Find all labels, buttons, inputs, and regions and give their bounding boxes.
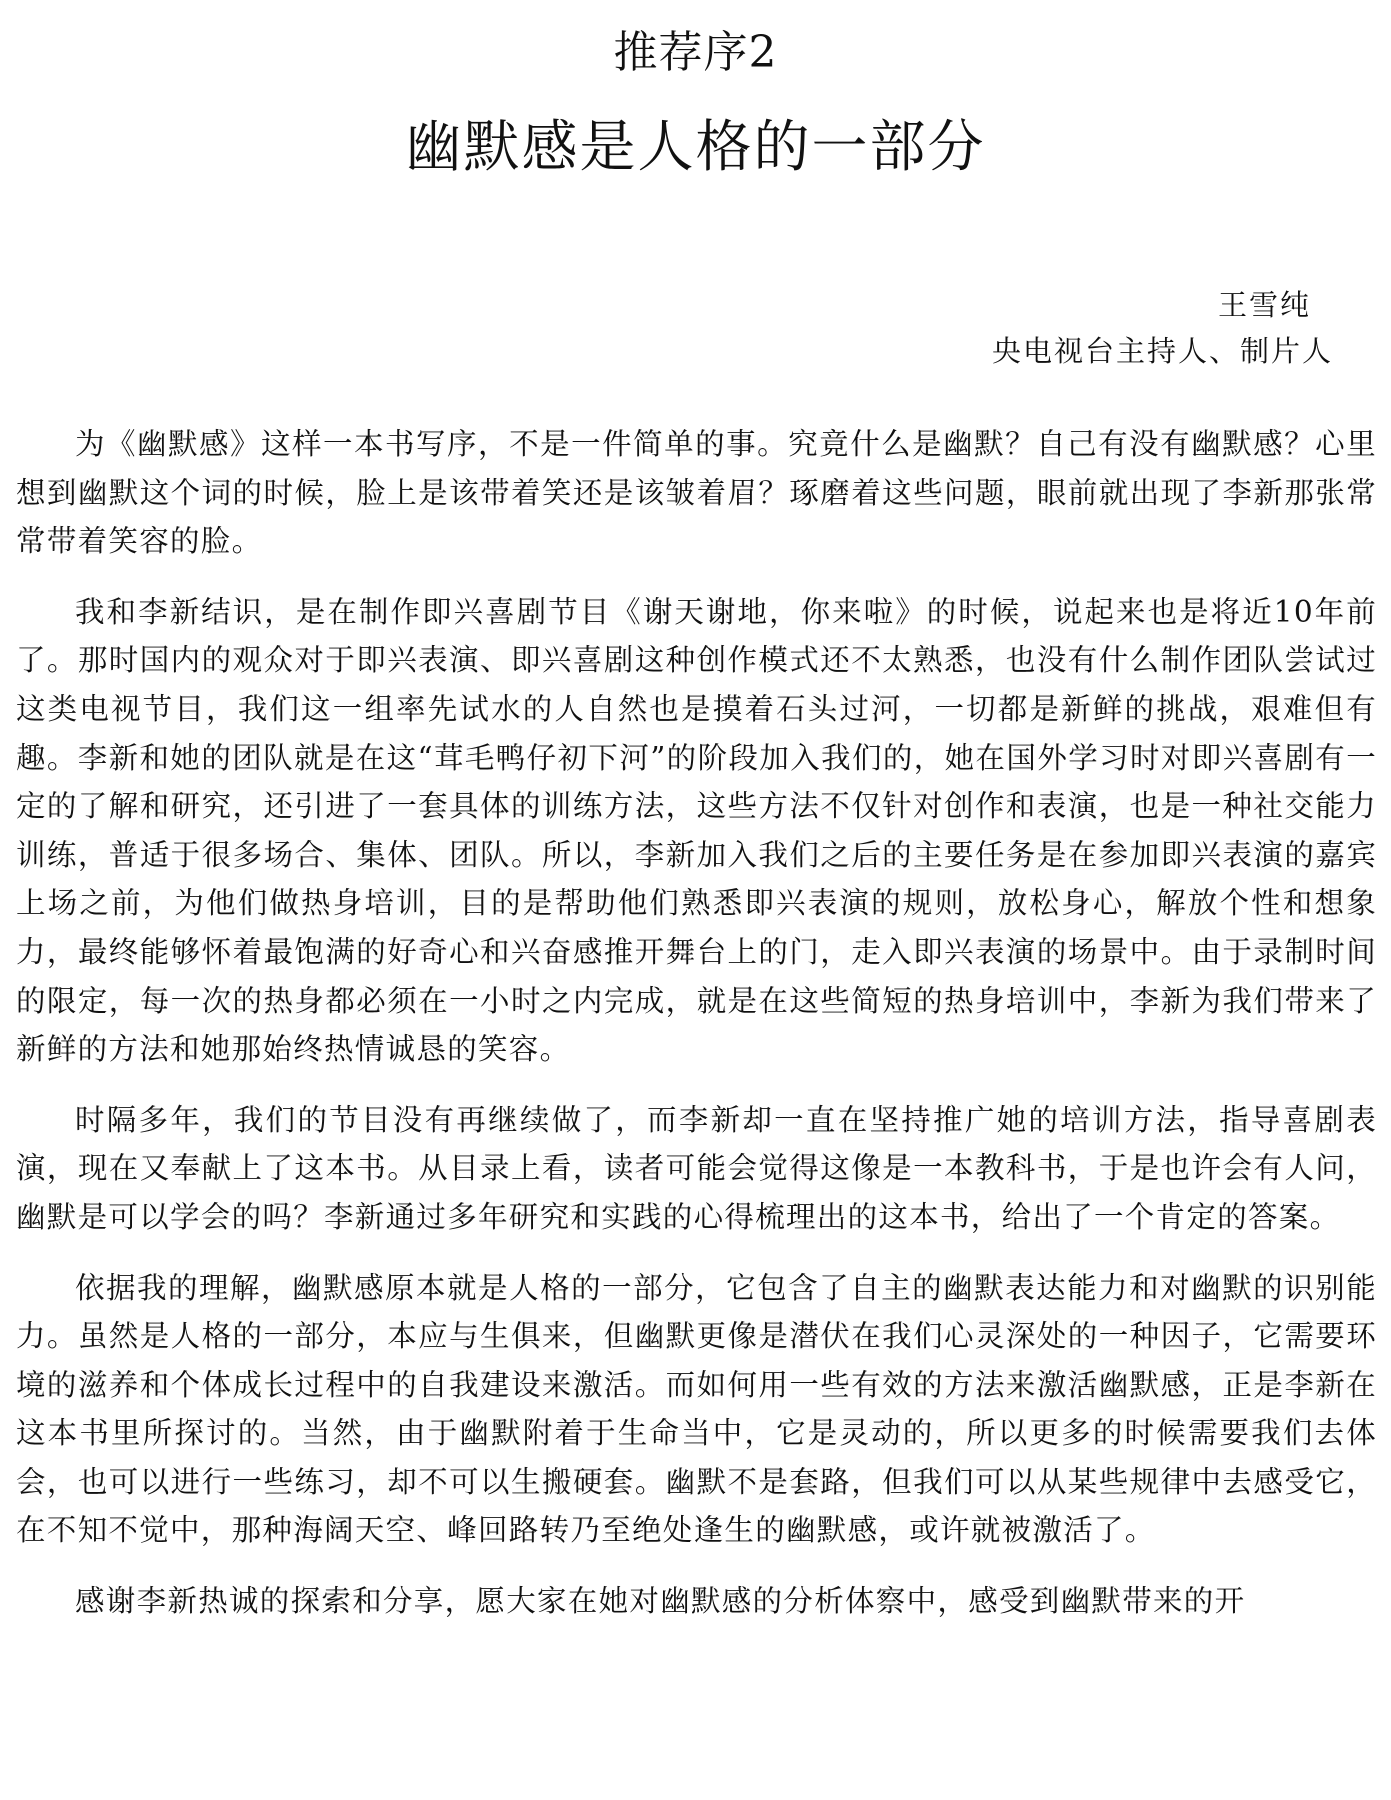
paragraph-3: 时隔多年，我们的节目没有再继续做了，而李新却一直在坚持推广她的培训方法，指导喜剧表演，现在又奉献上了这本书。从目录上看，读者可能会觉得这像是一本教科书，于是也许会有人问，幽默是可以学会的吗？李新通过多年研究和实践的心得梳理出的这本书，给出了一个肯定的答案。: [16, 1102, 1377, 1234]
paragraph-1: 为《幽默感》这样一本书写序，不是一件简单的事。究竟什么是幽默？自己有没有幽默感？心里想到幽默这个词的时候，脸上是该带着笑还是该皱着眉？琢磨着这些问题，眼前就出现了李新那张常常带着笑容的脸。: [16, 427, 1377, 559]
author-name: 王雪纯: [1217, 288, 1311, 322]
paragraph-4: 依据我的理解，幽默感原本就是人格的一部分，它包含了自主的幽默表达能力和对幽默的识别能力。虽然是人格的一部分，本应与生俱来，但幽默更像是潜伏在我们心灵深处的一种因子，它需要环境的滋养和个体成长过程中的自我建设来激活。而如何用一些有效的方法来激活幽默感，正是李新在这本书里所探讨的。当然，由于幽默附着于生命当中，它是灵动的，所以更多的时候需要我们去体会，也可以进行一些练习，却不可以生搬硬套。幽默不是套路，但我们可以从某些规律中去感受它，在不知不觉中，那种海阔天空、峰回路转乃至绝处逢生的幽默感，或许就被激活了。: [16, 1270, 1377, 1548]
author-role: 央电视台主持人、制片人: [991, 334, 1333, 368]
preface-label: 推荐序2: [613, 27, 778, 78]
paragraph-5: 感谢李新热诚的探索和分享，愿大家在她对幽默感的分析体察中，感受到幽默带来的开: [75, 1584, 1246, 1619]
paragraph-2: 我和李新结识，是在制作即兴喜剧节目《谢天谢地，你来啦》的时候，说起来也是将近10年前了。那时国内的观众对于即兴表演、即兴喜剧这种创作模式还不太熟悉，也没有什么制作团队尝试过这类电视节目，我们这一组率先试水的人自然也是摸着石头过河，一切都是新鲜的挑战，艰难但有趣。李新和她的团队就是在这“茸毛鸭仔初下河”的阶段加入我们的，她在国外学习时对即兴喜剧有一定的了解和研究，还引进了一套具体的训练方法，这些方法不仅针对创作和表演，也是一种社交能力训练，普适于很多场合、集体、团队。所以，李新加入我们之后的主要任务是在参加即兴表演的嘉宾上场之前，为他们做热身培训，目的是帮助他们熟悉即兴表演的规则，放松身心，解放个性和想象力，最终能够怀着最饱满的好奇心和兴奋感推开舞台上的门，走入即兴表演的场景中。由于录制时间的限定，每一次的热身都必须在一小时之内完成，就是在这些简短的热身培训中，李新为我们带来了新鲜的方法和她那始终热情诚恳的笑容。: [16, 594, 1377, 1067]
preface-body: [16, 420, 1377, 1648]
page-title: 幽默感是人格的一部分: [405, 115, 986, 180]
